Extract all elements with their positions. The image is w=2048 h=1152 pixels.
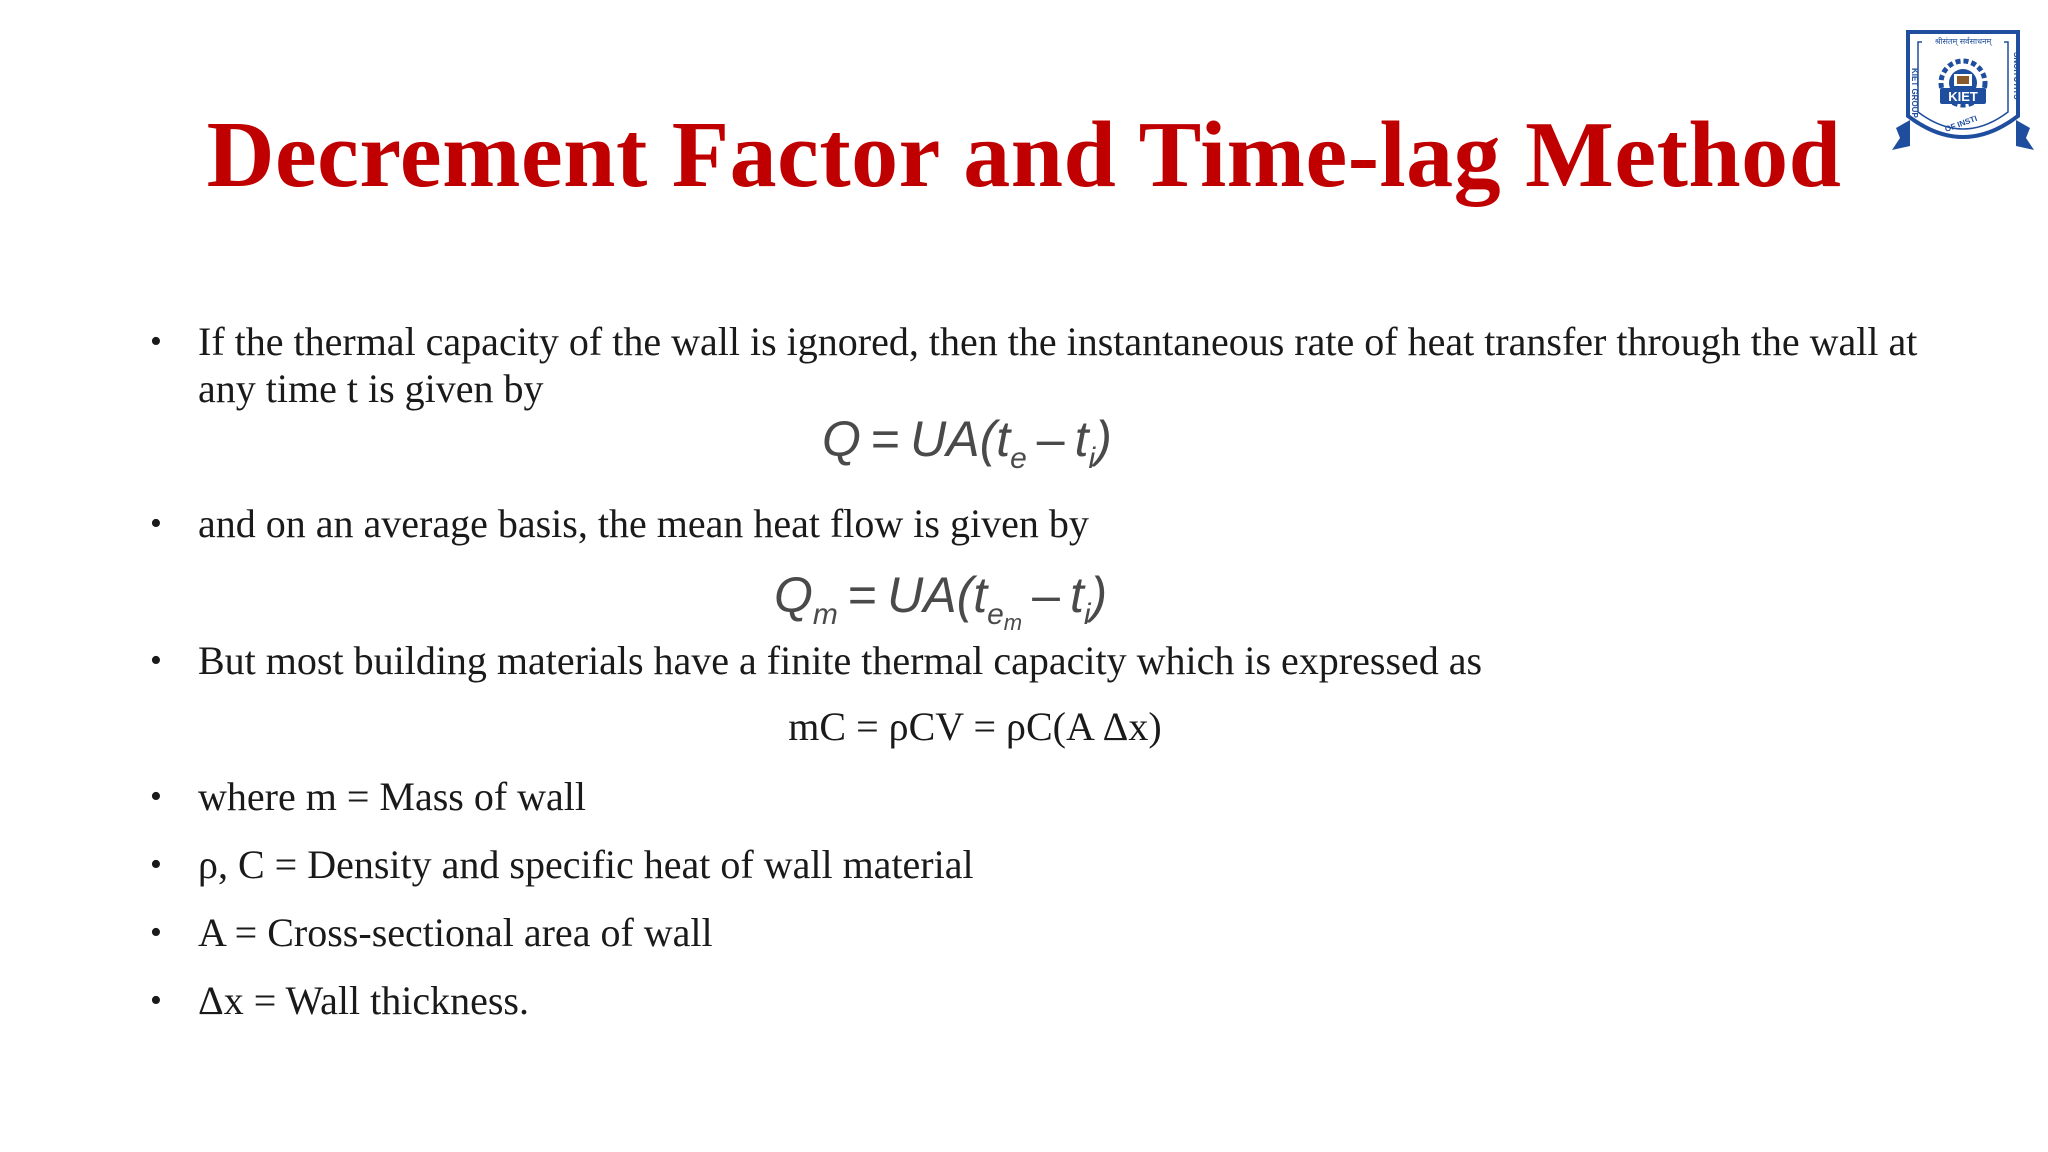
bullet-text: If the thermal capacity of the wall is ignored, then the instantaneous rate of heat transfer through the wall at any time t is given by (198, 319, 1918, 411)
equation-thermal-capacity: mC = ρCV = ρC(A Δx) (788, 704, 1162, 749)
svg-text:OF INSTI: OF INSTI (1943, 113, 1979, 134)
bullet-text: A = Cross-sectional area of wall (198, 910, 713, 955)
bullet-marker: • (150, 505, 162, 542)
bullet-marker: • (150, 323, 162, 360)
kiet-logo (1888, 28, 2038, 162)
logo-badge-text: KIET (1948, 89, 1978, 104)
bullet-text: ρ, C = Density and specific heat of wall material (198, 842, 974, 887)
equation-mean-heat-flow: $Q_m = UA(t_{e_m} - t_i)$ (774, 567, 1108, 635)
svg-text:SNOITUTITS: SNOITUTITS (2012, 52, 2021, 100)
bullet-marker: • (150, 982, 162, 1019)
bullet-text: where m = Mass of wall (198, 774, 587, 819)
bullet-marker: • (150, 778, 162, 815)
bullet-text: and on an average basis, the mean heat flow is given by (198, 501, 1089, 546)
bullet-text: Δx = Wall thickness. (198, 978, 529, 1023)
bullet-marker: • (150, 914, 162, 951)
svg-text:KIET GROUP: KIET GROUP (1910, 68, 1919, 118)
equation-heat-transfer: $Q = UA(t_e - t_i)$ (822, 411, 1112, 475)
bullet-marker: • (150, 846, 162, 883)
bullet-text: But most building materials have a finite thermal capacity which is expressed as (198, 638, 1483, 683)
logo-top-text: श्रीसंतम् सर्वसाधनम् (1934, 37, 1992, 46)
slide-title: Decrement Factor and Time-lag Method (206, 103, 1842, 207)
bullet-marker: • (150, 642, 162, 679)
